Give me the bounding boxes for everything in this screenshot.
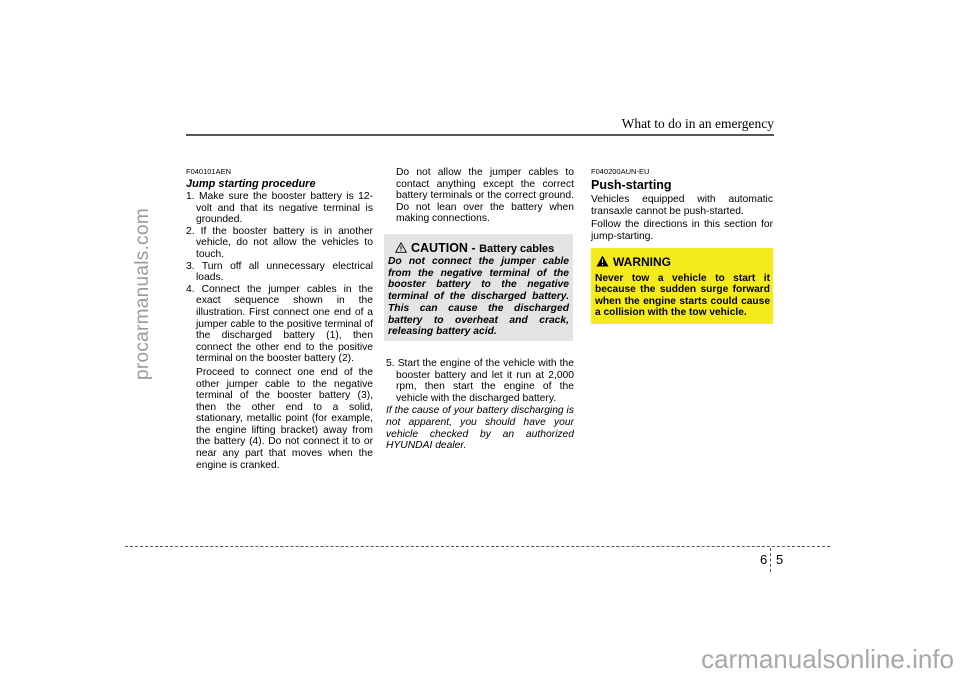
caution-subtitle: Battery cables <box>479 243 555 255</box>
paragraph: Do not allow the jumper cables to contact anything except the correct battery terminals or the correct ground. Do not lean over the battery when making connections. <box>396 167 574 225</box>
section-title: What to do in an emergency <box>621 116 774 131</box>
section-code: F040101AEN <box>186 167 232 176</box>
list-item: 5. Start the engine of the vehicle with the booster battery and let it run at 2,000 rpm, then start the engine of the vehicle with the discharged battery. <box>386 358 574 404</box>
list-item: 4. Connect the jumper cables in the exact sequence shown in the illustration. First connect one end of a jumper cable to the positive terminal of the discharged battery (1), then connect the other end to the positive terminal on the booster battery (2). <box>186 283 373 365</box>
right-column <box>591 167 773 242</box>
caution-label: CAUTION - <box>411 241 480 255</box>
section-code: F040200AUN-EU <box>591 167 650 176</box>
bottom-watermark: carmanualsonline.info <box>701 644 954 674</box>
heading: Push-starting <box>591 178 672 192</box>
side-watermark: procarmanuals.com <box>132 208 153 380</box>
warning-text: Never tow a vehicle to start it because the sudden surge forward when the engine starts could cause a collision with the tow vehicle. <box>595 273 770 319</box>
list-item: 2. If the booster battery is in another vehicle, do not allow the vehicles to touch. <box>186 225 373 260</box>
chapter-number: 6 <box>760 552 768 567</box>
paragraph: Vehicles equipped with automatic transaxle cannot be push-started. <box>591 194 773 217</box>
footer-rule <box>125 546 830 547</box>
list-item: 1. Make sure the booster battery is 12-volt and that its negative terminal is grounded. <box>186 191 373 226</box>
warning-label: WARNING <box>613 255 671 269</box>
warning-title <box>596 255 671 269</box>
page-number-divider <box>770 548 771 572</box>
paragraph: Follow the directions in this section for jump-starting. <box>591 219 773 242</box>
warning-triangle-filled-icon <box>596 255 609 267</box>
page-number: 5 <box>776 552 784 567</box>
note: If the cause of your battery discharging is not apparent, you should have your vehicle checked by an authorized HYUNDAI dealer. <box>386 405 574 452</box>
warning-triangle-outline-icon <box>395 242 407 253</box>
left-column <box>186 167 373 471</box>
list-item: 3. Turn off all unnecessary electrical loads. <box>186 260 373 284</box>
caution-text: Do not connect the jumper cable from the negative terminal of the booster battery to the negative terminal of the discharged battery. This can cause the discharged battery to overheat and crack, releasing battery acid. <box>388 256 569 338</box>
warning-box <box>591 248 773 324</box>
middle-column-lower <box>386 358 574 452</box>
caution-box <box>384 234 573 341</box>
subheading: Jump starting procedure <box>186 178 316 190</box>
caution-title <box>395 241 554 256</box>
middle-column <box>386 167 574 225</box>
header-rule <box>186 134 774 136</box>
paragraph: Proceed to connect one end of the other jumper cable to the negative terminal of the booster battery (3), then the other end to a solid, stationary, metallic point (for example, the engine lifting bracket) away from the battery (4). Do not connect it to or near any part that moves when the engine is cranked. <box>196 366 373 471</box>
